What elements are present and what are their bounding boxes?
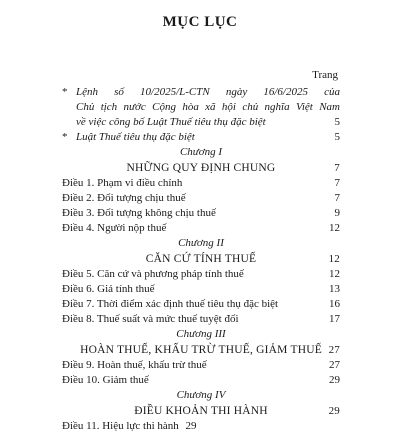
toc-intro-line: về việc công bố Luật Thuế tiêu thụ đặc biệt xyxy=(76,116,266,128)
toc-page-number: 7 xyxy=(334,177,340,189)
toc-intro-entry[interactable] xyxy=(62,85,340,100)
toc-article-entry[interactable]: Điều 6. Giá tính thuế 13 xyxy=(62,283,340,295)
chapter-title[interactable] xyxy=(62,160,340,176)
chapter-label: Chương III xyxy=(176,328,226,340)
page-title: MỤC LỤC xyxy=(162,14,238,30)
page-column-label: Trang xyxy=(312,69,338,81)
toc-page-number: 29 xyxy=(328,405,340,417)
bullet-marker: * xyxy=(62,131,68,143)
toc-page-number: 13 xyxy=(329,283,340,295)
toc-page-number: 12 xyxy=(328,253,340,265)
table-of-contents xyxy=(62,85,340,434)
toc-article-entry[interactable]: Điều 5. Căn cứ và phương pháp tính thuế 12 xyxy=(62,268,340,280)
toc-page-number: 27 xyxy=(329,359,340,371)
toc-article-entry[interactable]: Điều 11. Hiệu lực thi hành 29 xyxy=(62,420,197,432)
toc-article-entry[interactable]: Điều 2. Đối tượng chịu thuế 7 xyxy=(62,192,340,204)
toc-article-entry[interactable]: Điều 1. Phạm vi điều chỉnh 7 xyxy=(62,177,340,189)
toc-article-entry[interactable]: Điều 3. Đối tượng không chịu thuế 9 xyxy=(62,207,340,219)
toc-intro-entry-cont xyxy=(62,100,340,115)
chapter-label: Chương IV xyxy=(176,389,226,401)
chapter-title-text: CĂN CỨ TÍNH THUẾ xyxy=(145,253,257,265)
toc-page-number: 27 xyxy=(328,344,340,356)
chapter-title[interactable] xyxy=(62,342,340,358)
toc-article-entry[interactable]: Điều 9. Hoàn thuế, khấu trừ thuế 27 xyxy=(62,359,340,371)
chapter-title-text: ĐIỀU KHOẢN THI HÀNH xyxy=(134,405,268,417)
toc-page-number: 17 xyxy=(329,313,340,325)
toc-page-number: 12 xyxy=(329,222,340,234)
chapter-title[interactable] xyxy=(62,251,340,267)
toc-page-number: 5 xyxy=(334,116,340,128)
toc-article-entry[interactable]: Điều 8. Thuế suất và mức thuế tuyệt đối 17 xyxy=(62,313,340,325)
bullet-marker: * xyxy=(62,86,68,98)
toc-intro-entry[interactable] xyxy=(62,130,340,145)
toc-page-number: 29 xyxy=(185,420,197,432)
toc-page-number: 7 xyxy=(334,162,340,174)
chapter-title[interactable] xyxy=(62,403,340,419)
toc-intro-entry-cont xyxy=(62,115,340,130)
toc-article-entry[interactable]: Điều 7. Thời điểm xác định thuế tiêu thụ đặc biệt 16 xyxy=(62,298,340,310)
toc-page-number: 7 xyxy=(334,192,340,204)
chapter-title-text: NHỮNG QUY ĐỊNH CHUNG xyxy=(126,162,276,174)
toc-page-number: 5 xyxy=(334,131,340,143)
toc-page-number: 16 xyxy=(329,298,340,310)
toc-page-number: 9 xyxy=(334,207,340,219)
chapter-title-text: HOÀN THUẾ, KHẤU TRỪ THUẾ, GIẢM THUẾ xyxy=(80,344,322,356)
toc-article-entry[interactable]: Điều 4. Người nộp thuế 12 xyxy=(62,222,340,234)
toc-page-number: 29 xyxy=(329,374,340,386)
toc-page-number: 12 xyxy=(329,268,340,280)
toc-intro-line: Luật Thuế tiêu thụ đặc biệt xyxy=(76,131,195,143)
toc-article-entry[interactable]: Điều 10. Giảm thuế 29 xyxy=(62,374,340,386)
chapter-label: Chương I xyxy=(179,146,223,158)
chapter-label: Chương II xyxy=(178,237,224,249)
toc-intro-line: Chủ tịch nước Cộng hòa xã hội chủ nghĩa Việt Nam xyxy=(76,101,340,113)
toc-intro-line: Lệnh số 10/2025/L-CTN ngày 16/6/2025 của xyxy=(76,86,340,98)
